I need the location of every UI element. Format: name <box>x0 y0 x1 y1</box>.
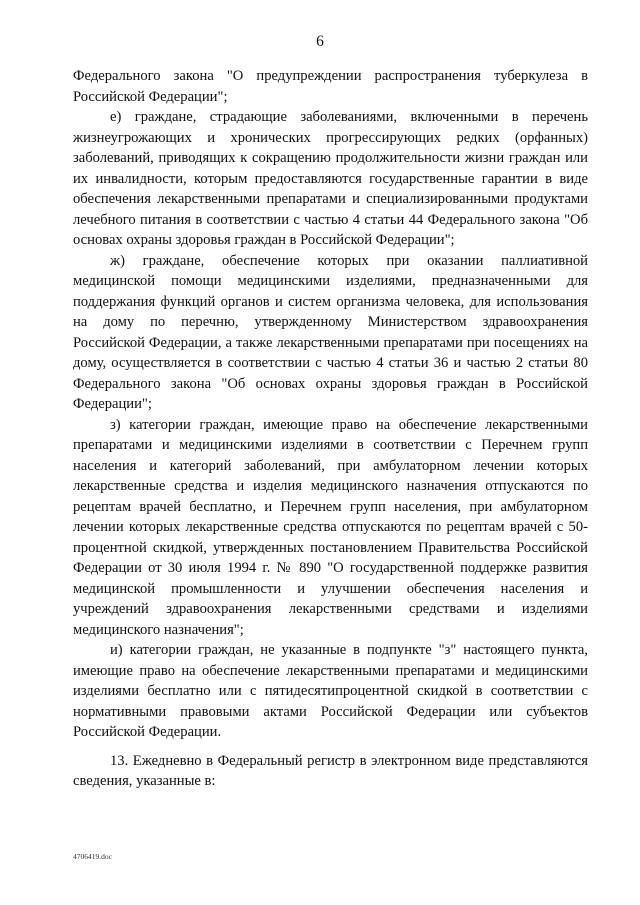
page-number: 6 <box>316 33 324 50</box>
paragraph-continuation: Федерального закона "О предупреждении распространения туберкулеза в Российской Федерации"; <box>73 68 588 105</box>
document-body <box>73 66 588 792</box>
paragraph-item-z: з) категории граждан, имеющие право на обеспечение лекарственными препаратами и медицинскими изделиями в соответствии с Перечнем групп населения и категорий заболеваний, при амбулаторном лечении которых лекарственные средства и изделия медицинского назначения отпускаются по рецептам врачей бесплатно, и Перечнем групп населения, при амбулаторном лечении которых лекарственные средства отпускаются по рецептам врачей с 50-процентной скидкой, утвержденных постановлением Правительства Российской Федерации от 30 июля 1994 г. № 890 "О государственной поддержке развития медицинской промышленности и улучшении обеспечения населения и учреждений здравоохранения лекарственными средствами и изделиями медицинского назначения"; <box>73 416 588 638</box>
paragraph-item-zh: ж) граждане, обеспечение которых при оказании паллиативной медицинской помощи медицинскими изделиями, предназначенными для поддержания функций органов и систем организма человека, для использования на дому по перечню, утвержденному Министерством здравоохранения Российской Федерации, а также лекарственными препаратами при посещениях на дому, осуществляется в соответствии с частью 4 статьи 36 и частью 2 статьи 80 Федерального закона "Об основах охраны здоровья граждан в Российской Федерации"; <box>73 252 588 412</box>
footer-document-code: 4706419.doc <box>73 852 112 861</box>
paragraph-item-i: и) категории граждан, не указанные в подпункте "з" настоящего пункта, имеющие право на обеспечение лекарственными препаратами и медицинскими изделиями бесплатно или с пятидесятипроцентной скидкой в соответствии с нормативными правовыми актами Российской Федерации или субъектов Российской Федерации. <box>73 642 588 740</box>
paragraph-section-13: 13. Ежедневно в Федеральный регистр в электронном виде представляются сведения, указанные в: <box>73 752 588 789</box>
paragraph-item-e: е) граждане, страдающие заболеваниями, включенными в перечень жизнеугрожающих и хронических прогрессирующих редких (орфанных) заболеваний, приводящих к сокращению продолжительности жизни граждан или их инвалидности, которым предоставляются государственные гарантии в виде обеспечения лекарственными препаратами и специализированными продуктами лечебного питания в соответствии с частью 4 статьи 44 Федерального закона "Об основах охраны здоровья граждан в Российской Федерации"; <box>73 109 588 248</box>
